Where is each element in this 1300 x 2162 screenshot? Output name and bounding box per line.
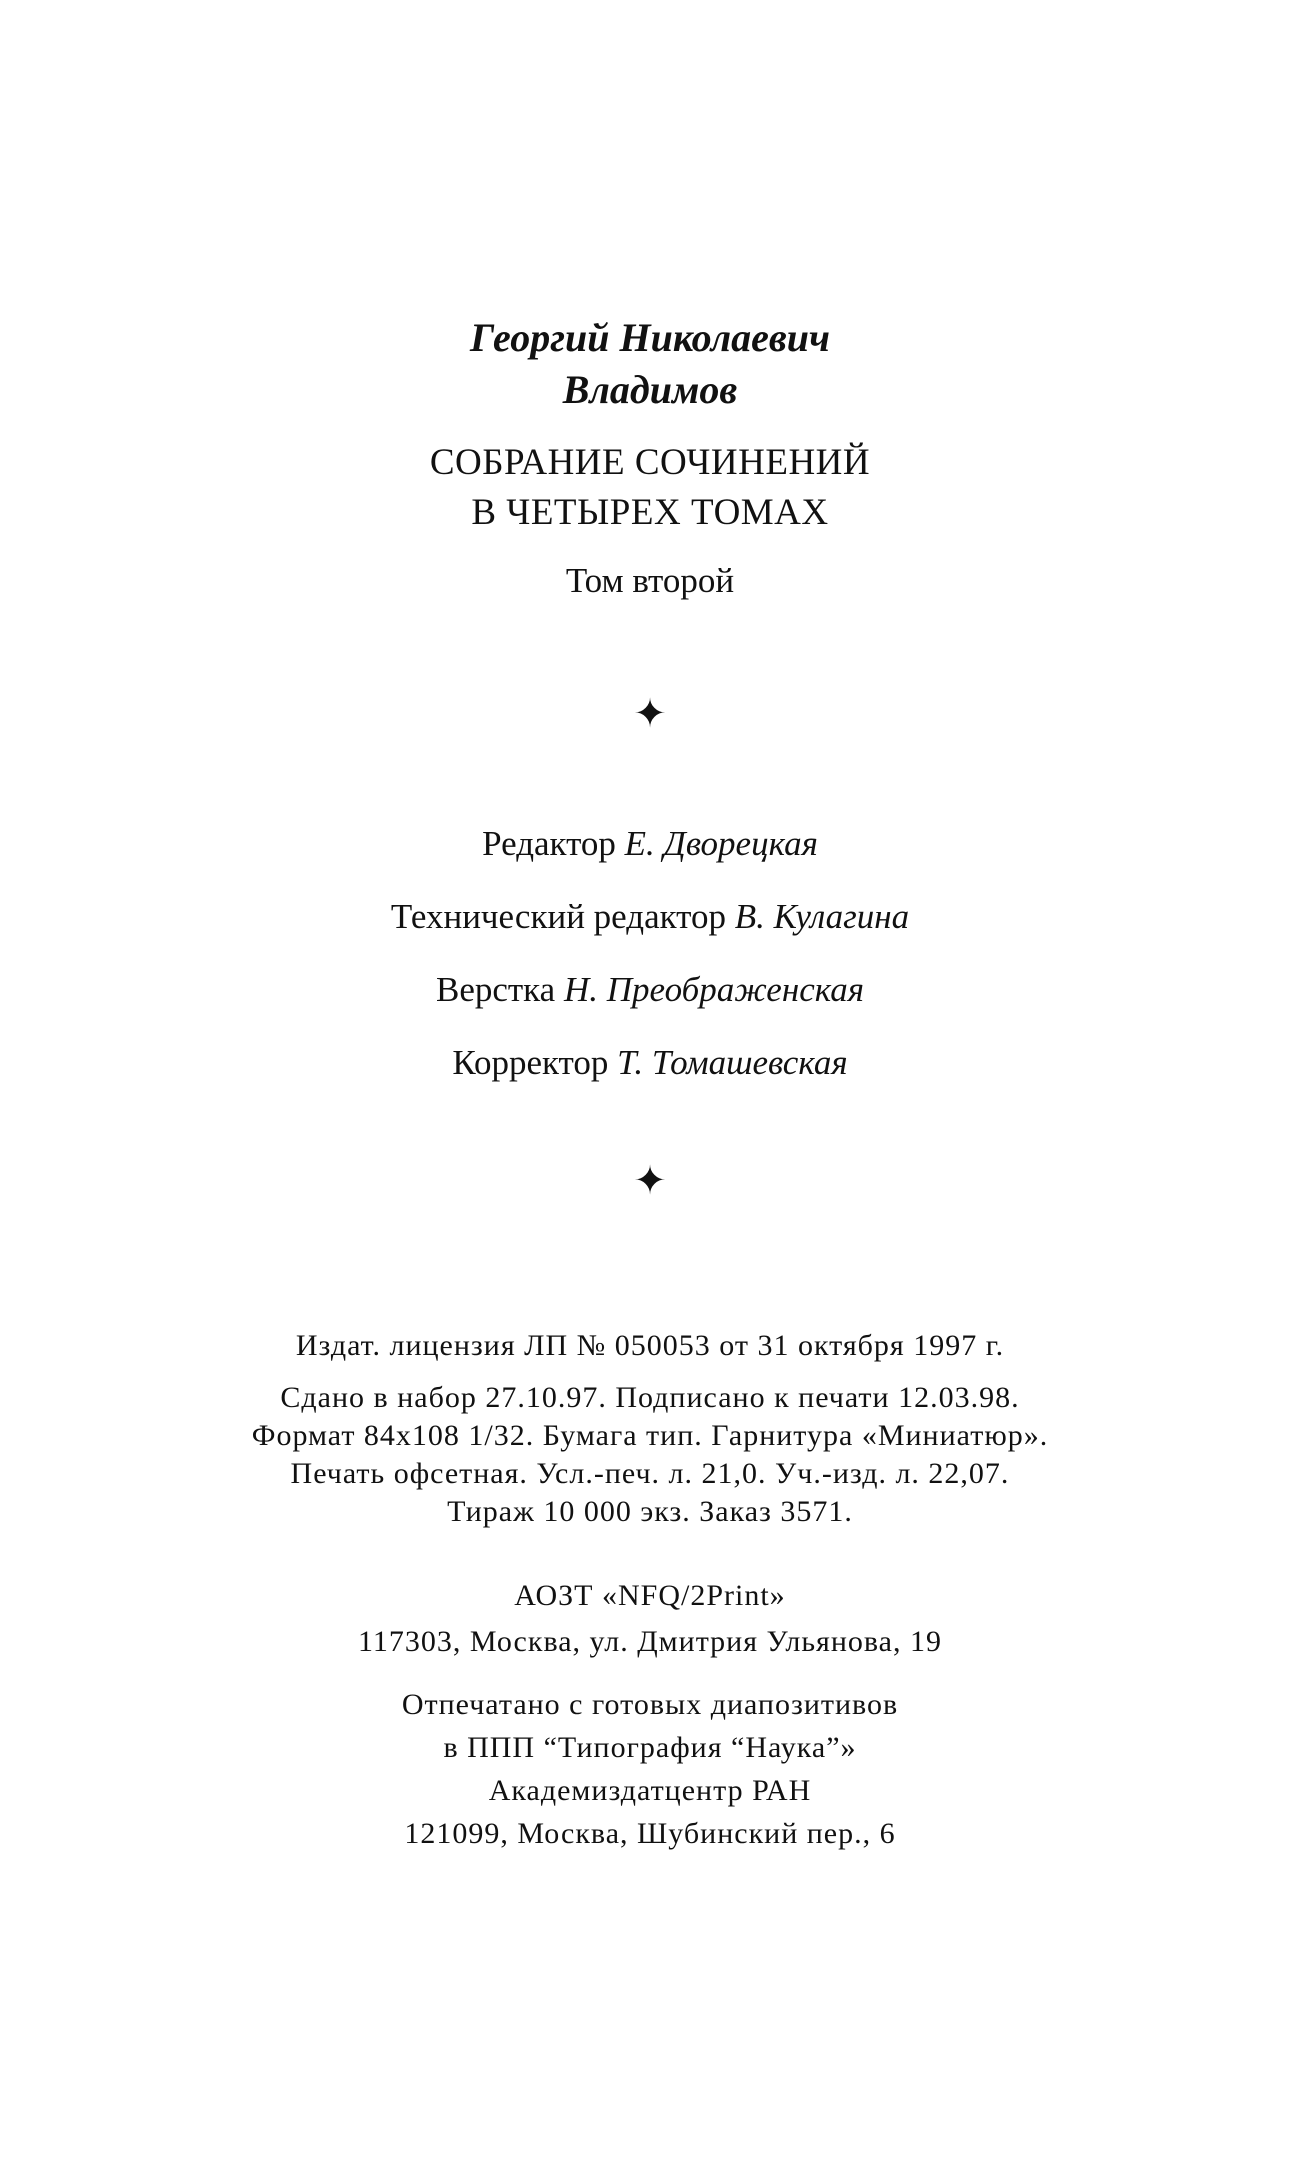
credit-layout <box>0 966 1300 1014</box>
credit-proofreader <box>0 1039 1300 1087</box>
printer-line: Отпечатано с готовых диапозитивов <box>401 1688 899 1721</box>
credit-name: Е. Дворецкая <box>624 824 818 863</box>
collection-title-line1: СОБРАНИЕ СОЧИНЕНИЙ <box>429 442 871 483</box>
credit-name: Т. Томашевская <box>617 1043 848 1082</box>
collection-title-line2: В ЧЕТЫРЕХ ТОМАХ <box>471 492 829 533</box>
print-details-line: Сдано в набор 27.10.97. Подписано к печати 12.03.98. <box>280 1381 1020 1414</box>
credit-technical-editor <box>0 893 1300 941</box>
print-details-line: Тираж 10 000 экз. Заказ 3571. <box>447 1495 853 1528</box>
ornament-star-icon: ✦ <box>633 1158 667 1203</box>
print-details-line: Печать офсетная. Усл.-печ. л. 21,0. Уч.-изд. л. 22,07. <box>290 1457 1010 1490</box>
author-surname: Владимов <box>562 367 738 412</box>
printer-line: 121099, Москва, Шубинский пер., 6 <box>404 1817 896 1850</box>
publisher-name: АОЗТ «NFQ/2Print» <box>514 1579 786 1612</box>
printer-line: в ППП “Типография “Наука”» <box>443 1731 857 1764</box>
credit-editor <box>0 820 1300 868</box>
credit-role: Редактор <box>482 824 616 863</box>
credit-name: Н. Преображенская <box>563 970 865 1009</box>
ornament-star-icon: ✦ <box>633 691 667 736</box>
publisher-address: 117303, Москва, ул. Дмитрия Ульянова, 19 <box>358 1625 942 1658</box>
publishing-license: Издат. лицензия ЛП № 050053 от 31 октября 1997 г. <box>295 1329 1005 1362</box>
credit-name: В. Кулагина <box>734 897 910 936</box>
print-details-line: Формат 84х108 1/32. Бумага тип. Гарнитура «Миниатюр». <box>251 1419 1049 1452</box>
credit-role: Верстка <box>435 970 556 1009</box>
volume-label: Том второй <box>565 561 735 600</box>
printer-line: Академиздатцентр РАН <box>488 1774 812 1807</box>
credit-role: Корректор <box>452 1043 609 1082</box>
credit-role: Технический редактор <box>390 897 726 936</box>
author-first-names: Георгий Николаевич <box>470 315 830 360</box>
